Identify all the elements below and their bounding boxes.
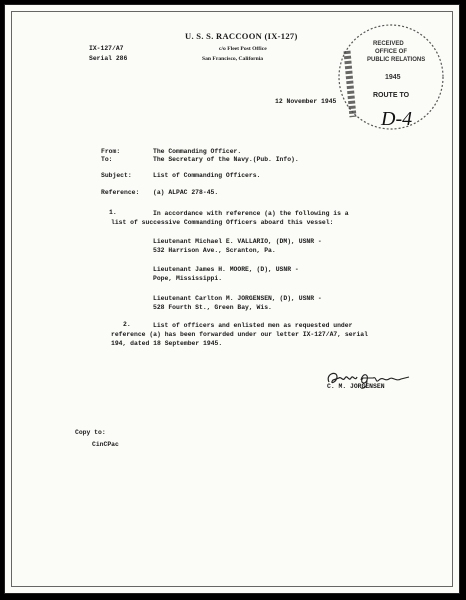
copy-to-recipient: CinCPac (92, 441, 119, 448)
letter-date: 12 November 1945 (275, 98, 337, 105)
officer-2-line2: Pope, Mississippi. (153, 275, 223, 282)
para2-line2: reference (a) has been forwarded under our letter IX-127/A7, serial (111, 331, 368, 338)
officer-3-line2: 528 Fourth St., Green Bay, Wis. (153, 304, 272, 311)
para2-number: 2. (123, 321, 131, 328)
reference-label: Reference: (101, 189, 140, 196)
officer-2-line1: Lieutenant James H. MOORE, (D), USNR - (153, 266, 299, 273)
reference-value: (a) ALPAC 278-45. (153, 189, 219, 196)
signature-typed-name: C. M. JORGENSEN (327, 383, 385, 390)
letterhead-line2: c/o Fleet Post Office (219, 46, 267, 52)
stamp-line2: OFFICE OF (375, 49, 407, 55)
officer-3-line1: Lieutenant Carlton M. JORGENSEN, (D), USNR - (153, 295, 322, 302)
stamp-route-value: D-4 (381, 108, 413, 130)
file-code: IX-127/A7 (89, 45, 124, 52)
to-label: To: (101, 156, 113, 163)
officer-1-line2: 532 Harrison Ave., Scranton, Pa. (153, 247, 276, 254)
stamp-route-label: ROUTE TO (373, 92, 410, 99)
document-page (4, 4, 460, 594)
received-stamp (329, 21, 445, 137)
from-label: From: (101, 148, 121, 155)
subject-value: List of Commanding Officers. (153, 172, 261, 179)
from-value: The Commanding Officer. (153, 148, 242, 155)
para2-line3: 194, dated 18 September 1945. (111, 340, 223, 347)
file-serial: Serial 286 (89, 55, 128, 62)
para1-line2: list of successive Commanding Officers aboard this vessel: (111, 219, 334, 226)
copy-to-label: Copy to: (75, 429, 106, 436)
stamp-line3: PUBLIC RELATIONS (367, 57, 426, 63)
stamp-line4: 1945 (385, 74, 401, 81)
to-value: The Secretary of the Navy.(Pub. Info). (153, 156, 299, 163)
para2-line1: List of officers and enlisted men as requested under (153, 322, 353, 329)
letterhead-ship: U. S. S. RACCOON (IX-127) (185, 31, 298, 41)
letterhead-line3: San Francisco, California (202, 56, 264, 62)
para1-line1: In accordance with reference (a) the following is a (153, 210, 349, 217)
stamp-line1: RECEIVED (373, 41, 404, 47)
officer-1-line1: Lieutenant Michael E. VALLARIO, (DM), USNR - (153, 238, 322, 245)
subject-label: Subject: (101, 172, 132, 179)
para1-number: 1. (109, 209, 117, 216)
